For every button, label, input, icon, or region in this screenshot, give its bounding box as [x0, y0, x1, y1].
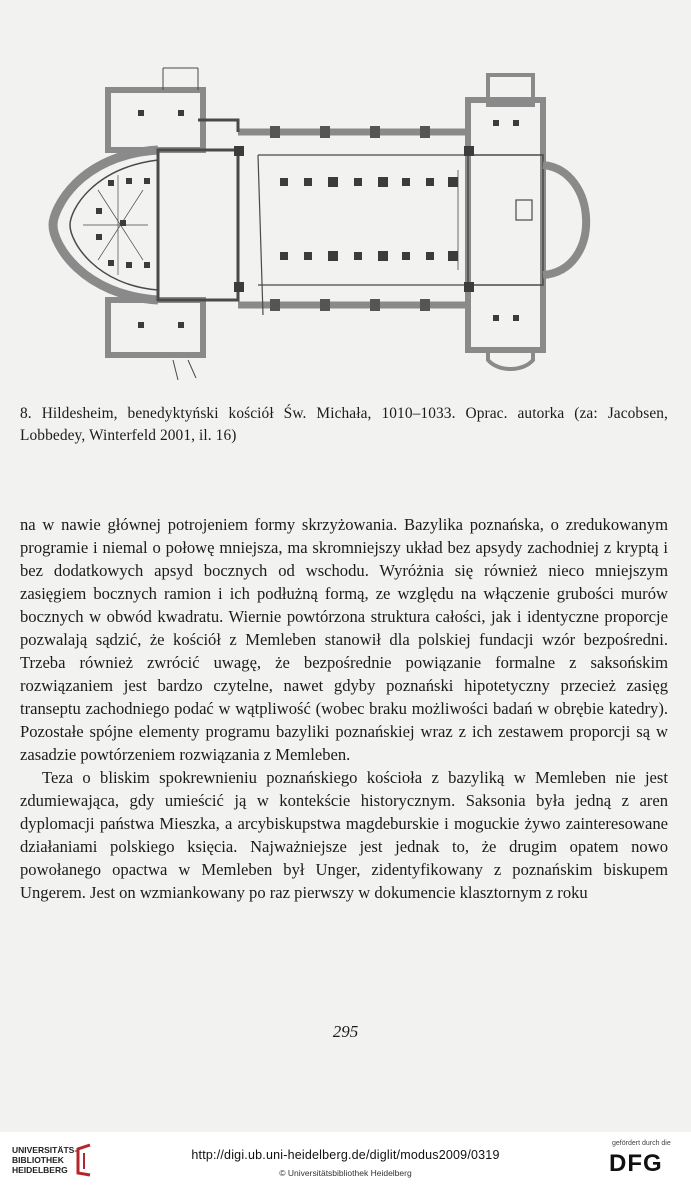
church-floor-plan [38, 60, 618, 380]
source-url-link[interactable]: http://digi.ub.uni-heidelberg.de/diglit/modus2009/0319 [191, 1148, 500, 1162]
body-text [20, 513, 668, 904]
library-name-line: HEIDELBERG [12, 1165, 68, 1175]
paragraph-continuation: na w nawie głównej potrojeniem formy skrzyżowania. Bazylika poznańska, o zredukowanym programie i niemal o połowę mniejsza, ma skromniejszy układ bez apsydy zachodniej z kryptą i bez dodatkowych apsyd bocznych od wschodu. Wyróżnia się również nieco mniejszym zasięgiem bocznych ramion i ich podłużną formą, ze względu na włączenie grubości murów bocznych w obwód kwadratu. Wiernie powtórzona struktura całości, jak i identyczne proporcje pozwalają sądzić, że kościół z Memleben stanowił dla polskiej fundacji wzór bezpośredni. Trzeba również zwrócić uwagę, że bezpośrednie powiązanie formalne z saksońskim rozwiązaniem jest bardzo czytelne, nawet gdyby poznański hipotetyczny przecież zasięg transeptu zachodniego podać w wątpliwość (wobec braku możliwości badań w obrębie katedry). Pozostałe spójne elementy programu bazyliki poznańskiej wraz z ich zestawem proporcji są w zasadzie powtórzeniem rozwiązania z Memleben. [20, 515, 668, 764]
figure-caption: 8. Hildesheim, benedyktyński kościół Św. Michała, 1010–1033. Oprac. autorka (za: Jacobsen, Lobbedey, Winterfeld 2001, il. 16) [20, 405, 668, 444]
page-number: 295 [332, 1022, 359, 1041]
paragraph: Teza o bliskim spokrewnieniu poznańskiego kościoła z bazyliką w Memleben nie jest zdumiewająca, gdy umieścić ją w kontekście historycznym. Saksonia była jedną z aren dyplomacji państwa Mieszka, a arcybiskupstwa magdeburskie i moguckie żywo zainteresowane działaniami polskiego księcia. Najważniejsze jest jednak to, że drugim opatem nowo powołanego opactwa w Memleben był Unger, zidentyfikowany z poznańskim biskupem Ungerem. Jest on wzmiankowany po raz pierwszy w dokumencie klasztornym z roku [20, 768, 668, 902]
funding-note: gefördert durch die [612, 1140, 671, 1147]
dfg-logo: DFG [609, 1150, 663, 1177]
copyright-notice: © Universitätsbibliothek Heidelberg [279, 1168, 412, 1178]
library-name-line: UNIVERSITÄTS- [12, 1145, 78, 1155]
library-name-line: BIBLIOTHEK [12, 1155, 64, 1165]
digitization-footer [0, 1132, 691, 1187]
